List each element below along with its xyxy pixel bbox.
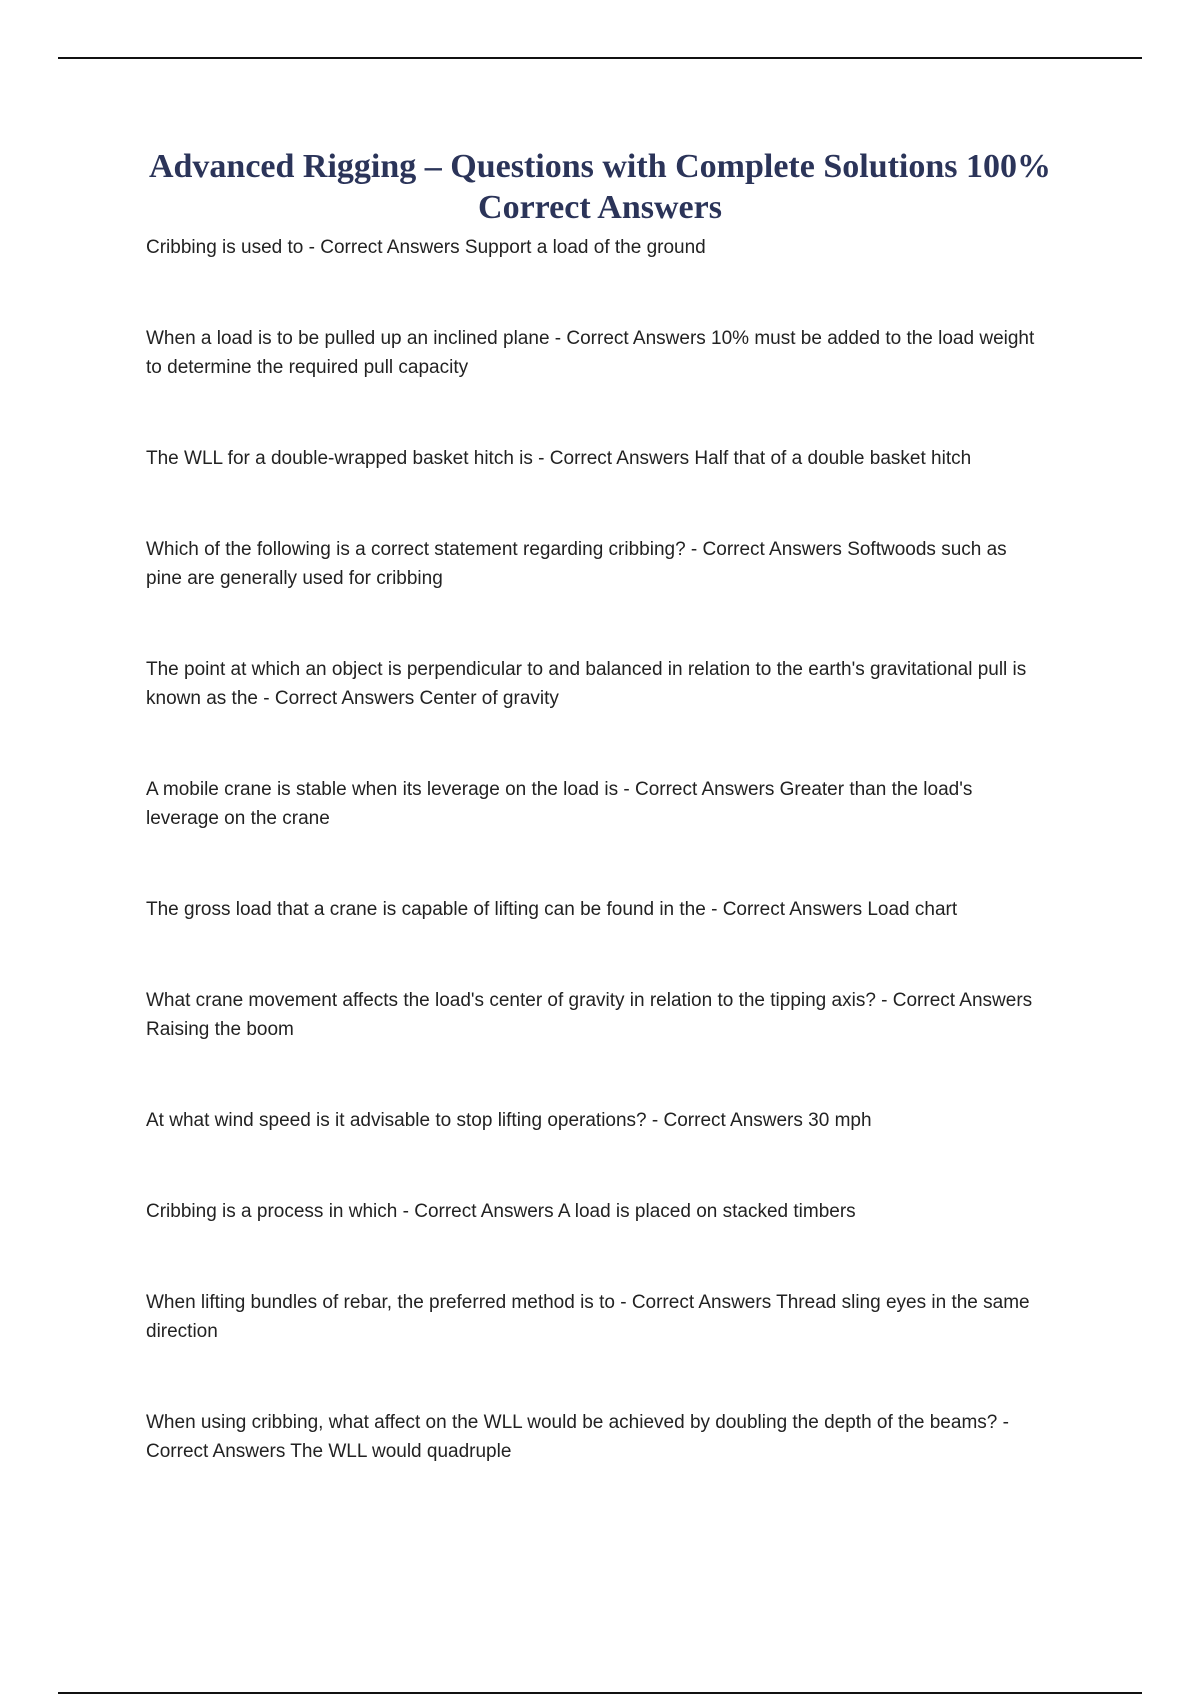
qa-list — [146, 233, 1046, 1528]
qa-item: A mobile crane is stable when its leverage on the load is - Correct Answers Greater than the load's leverage on the crane — [146, 779, 973, 829]
bottom-rule — [58, 1692, 1142, 1694]
qa-item: When using cribbing, what affect on the WLL would be achieved by doubling the depth of the beams? - Correct Answers The WLL would quadruple — [146, 1412, 1009, 1462]
qa-item: The WLL for a double-wrapped basket hitch is - Correct Answers Half that of a double basket hitch — [146, 448, 972, 469]
qa-item: The gross load that a crane is capable of lifting can be found in the - Correct Answers Load chart — [146, 899, 958, 920]
qa-item: Cribbing is used to - Correct Answers Support a load of the ground — [146, 237, 706, 258]
qa-item: What crane movement affects the load's center of gravity in relation to the tipping axis? - Correct Answers Raising the boom — [146, 990, 1033, 1040]
qa-item: Which of the following is a correct statement regarding cribbing? - Correct Answers Softwoods such as pine are generally used for cribbing — [146, 539, 1007, 589]
qa-item: When a load is to be pulled up an inclined plane - Correct Answers 10% must be added to the load weight to determine the required pull capacity — [146, 328, 1035, 378]
qa-item: The point at which an object is perpendicular to and balanced in relation to the earth's gravitational pull is known as the - Correct Answers Center of gravity — [146, 659, 1027, 709]
qa-item: At what wind speed is it advisable to stop lifting operations? - Correct Answers 30 mph — [146, 1110, 872, 1131]
qa-item: When lifting bundles of rebar, the preferred method is to - Correct Answers Thread sling eyes in the same direction — [146, 1292, 1030, 1342]
qa-item: Cribbing is a process in which - Correct Answers A load is placed on stacked timbers — [146, 1201, 856, 1222]
top-rule — [58, 57, 1142, 59]
document-title: Advanced Rigging – Questions with Complete Solutions 100% Correct Answers — [148, 148, 1052, 226]
